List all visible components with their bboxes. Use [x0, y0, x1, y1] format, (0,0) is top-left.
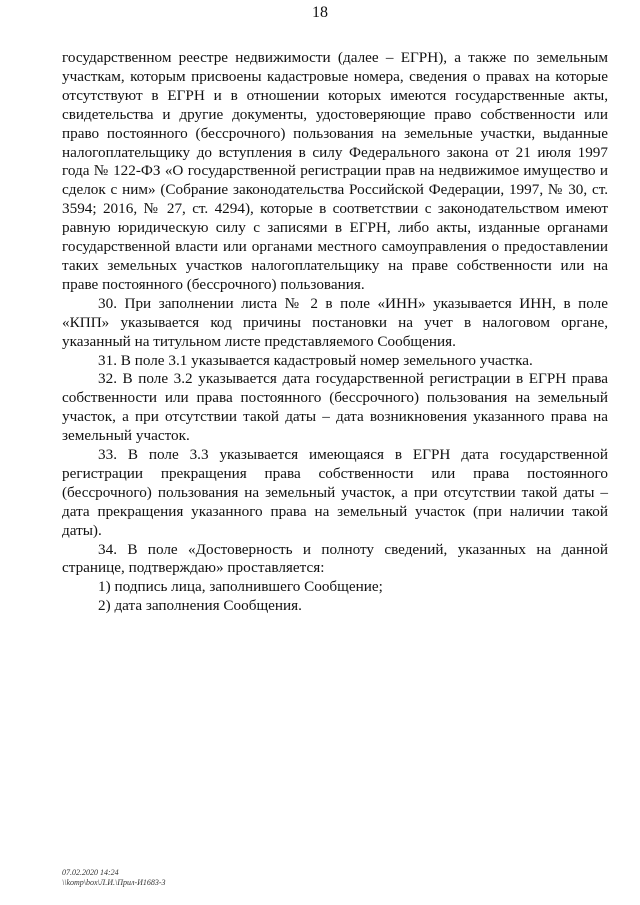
paragraph-33: 33. В поле 3.3 указывается имеющаяся в ЕГРН дата государственной регистрации прекращения права собственности или права постоянного (бессрочного) пользования на земельный участок, а при отсутствии такой даты – дата прекращения указанного права на земельный участок (при наличии такой даты).	[62, 446, 608, 539]
paragraph-34-item-2: 2) дата заполнения Сообщения.	[98, 597, 302, 615]
paragraph-34: 34. В поле «Достоверность и полноту сведений, указанных на данной странице, подтверждаю» проставляется:	[62, 540, 608, 577]
footer-stamp	[62, 868, 166, 888]
document-body	[62, 49, 608, 616]
paragraph-34-item-1: 1) подпись лица, заполнившего Сообщение;	[98, 578, 383, 596]
paragraph-32: 32. В поле 3.2 указывается дата государственной регистрации в ЕГРН права собственности или права постоянного (бессрочного) пользования на земельный участок, а при отсутствии такой даты – дата возникновения указанного права на земельный участок.	[62, 370, 608, 445]
paragraph-31: 31. В поле 3.1 указывается кадастровый номер земельного участка.	[98, 351, 533, 369]
page-number: 18	[312, 4, 328, 21]
paragraph-continuation: государственном реестре недвижимости (далее – ЕГРН), а также по земельным участкам, которым присвоены кадастровые номера, сведения о правах на которые отсутствуют в ЕГРН и в отношении которых имеются государственные акты, свидетельства и другие документы, удостоверяющие право собственности или право постоянного (бессрочного) пользования на земельные участки, выданные налогоплательщику до вступления в силу Федерального закона от 21 июля 1997 года № 122-ФЗ «О государственной регистрации прав на недвижимое имущество и сделок с ним» (Собрание законодательства Российской Федерации, 1997, № 30, ст. 3594; 2016, № 27, ст. 4294), которые в соответствии с законодательством имеют равную юридическую силу с записями в ЕГРН, либо акты, изданные органами государственной власти или органами местного самоуправления о предоставлении таких земельных участков налогоплательщику на праве собственности или на праве постоянного (бессрочного) пользования.	[62, 49, 608, 293]
footer-file-ref: \\komp\box\Л.И.\Прил-И1683-3	[62, 878, 166, 887]
footer-timestamp: 07.02.2020 14:24	[62, 868, 119, 877]
paragraph-30: 30. При заполнении листа № 2 в поле «ИНН» указывается ИНН, в поле «КПП» указывается код причины постановки на учет в налоговом органе, указанный на титульном листе представляемого Сообщения.	[62, 294, 608, 350]
